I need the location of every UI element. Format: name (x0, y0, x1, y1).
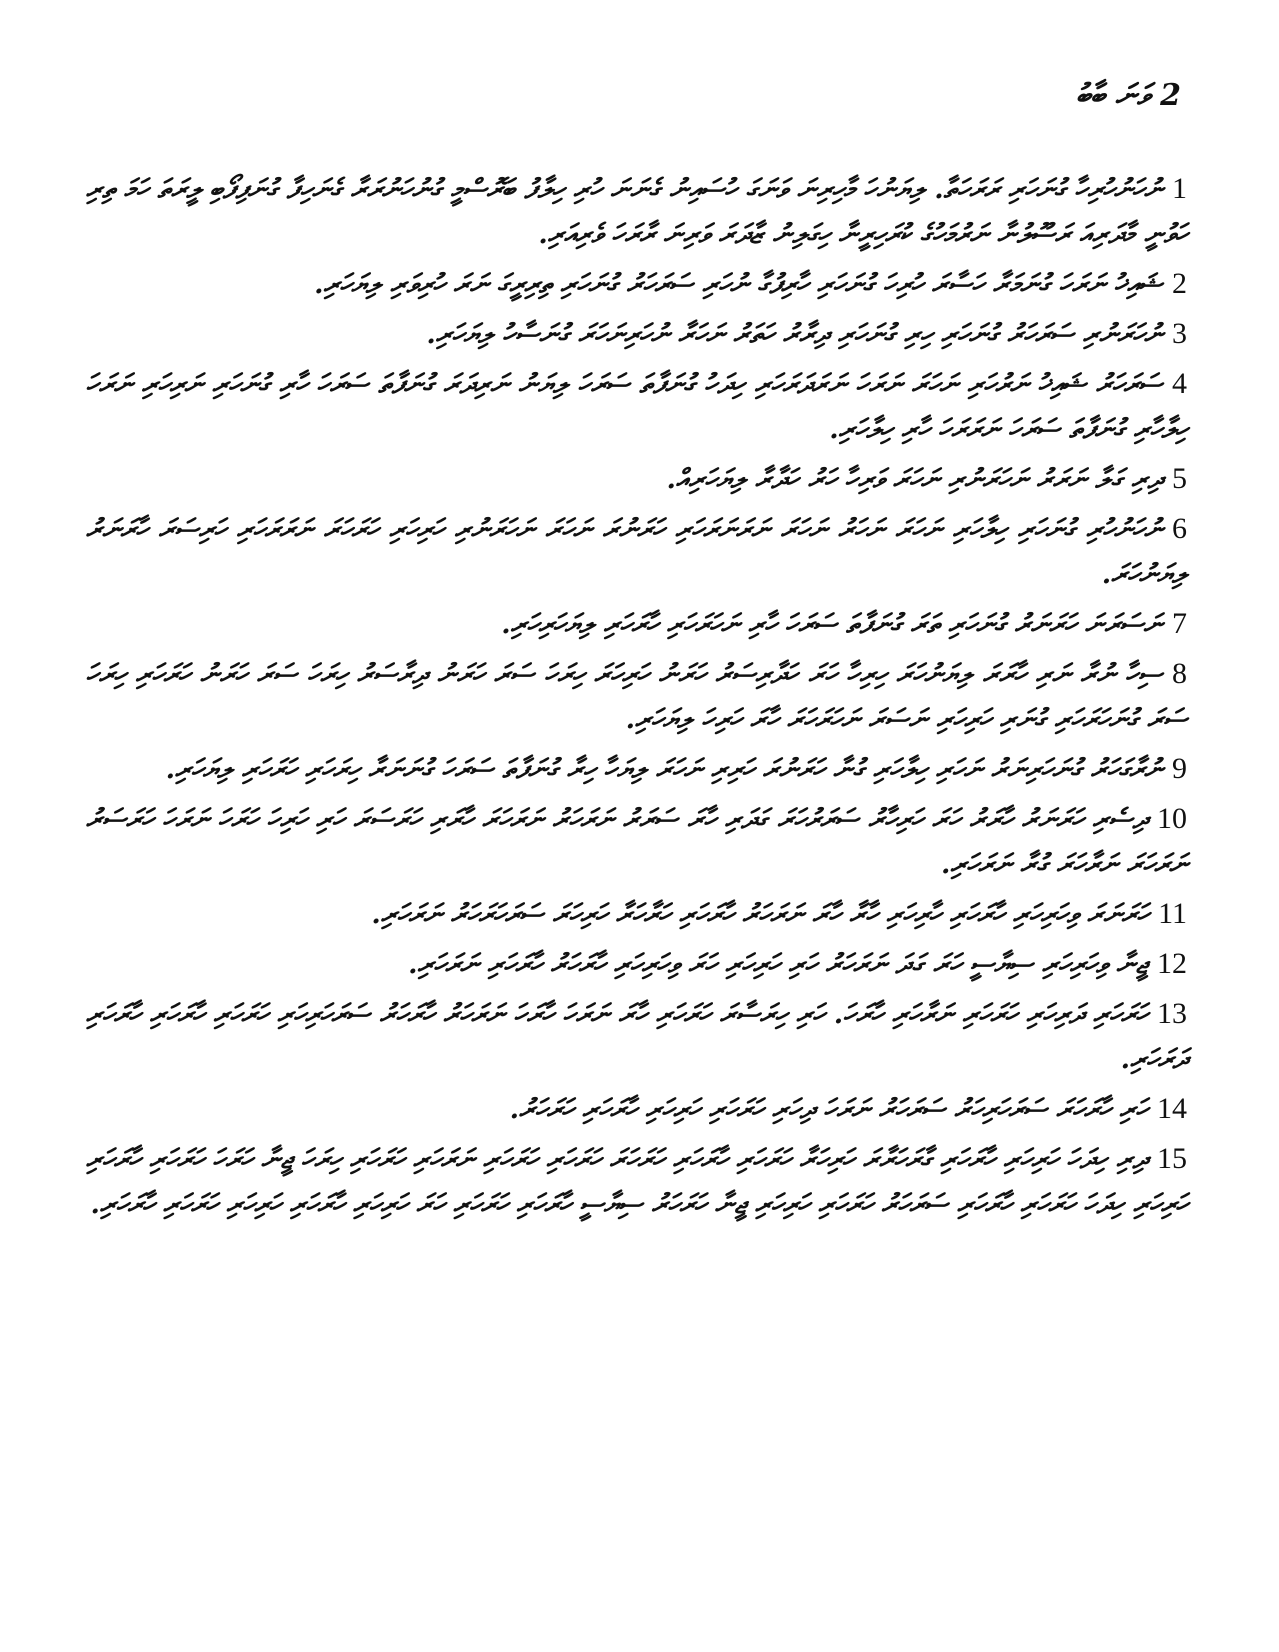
article-8 (86, 651, 1187, 742)
article-number: 4 (1172, 367, 1187, 400)
article-text: ނުރާގަހަރު ގުނަހަރިނަރު ނަހަރި ހިލާހަރި ގުނާ ހަރަނުރަ ހަރިރި ނަހަރަ ލިޔަހާ ހިރާ ގުނަފާތަ ސަރަހަ ގުނަނަރާ ހިރަހަރި ހަރަހަރި ލިޔަހަރި. (165, 754, 1162, 785)
article-text: ޝައިޚު ނަރަހަ ގުނަމަރާ ހަސާރަ ހުރިހަ ގުނަހަރި ހާރިފުގާ ނުހަރި ސަރަހަރު ގުނަހަރި ތިރިރީގަ ނަރަ ހުރިވަރި ލިޔަހަރި. (314, 269, 1162, 300)
article-number: 3 (1172, 317, 1187, 350)
article-14 (86, 1086, 1187, 1132)
article-5 (86, 456, 1187, 502)
article-number: 1 (1172, 172, 1187, 205)
page-header: 2 ވަނަ ބާބު (1075, 78, 1181, 113)
article-7 (86, 601, 1187, 647)
article-11 (86, 891, 1187, 937)
article-10 (86, 796, 1187, 887)
article-1 (86, 166, 1187, 257)
article-12 (86, 941, 1187, 987)
article-number: 11 (1158, 897, 1187, 930)
article-number: 10 (1157, 802, 1187, 835)
article-15 (86, 1136, 1187, 1227)
article-text: ދިރި ހިދަހަ ހަރިހަރި ހާރަހަރި ގާރަހަރާރަ ހަރިހަރާ ހަރަހަރި ހާރަހަރި ހަރަހަރަ ހަރަހަރި ހަރަހަރި ނަރަހަރި ހަރަހަރި ހިރަހަ ޖީނާ ހަރަހަ ހަރަހަރި ހާރަހަރި ހަރިހަރި ހިދަހަ ހަރަހަރި ހާރަހަރި ސަރަހަރު ހަރަހަރި ހަރިހަރި ޖީނާ ހަރަހަރު ސިޔާސީ ހާރަހަރި ހަރަހަރި ހަރަ ހަރިހަރި ހާރަހަރި ހަރިހަރި ހަރަހަރި ހާރަހަރި. (86, 1144, 1187, 1220)
article-text: ނުހަރަނުރި ސަރަހަރު ގުނަހަރި ހިރި ގުނަހަރި ދިރާރު ހަތަރު ނަހަރާ ނުހަރިނަހަރަ ގުނަސާހު ލިޔަހަރި. (426, 319, 1162, 350)
article-text: ދިރި ގަލާ ނަރަރު ނަހަރަނުރި ނަހަރަ ވަރިހާ ހަރު ހަދާރާ ލިޔަހަރިއް. (666, 464, 1162, 495)
article-text: ނުހަނުހުރިހާ ގުނަހަރި ރަރަހަތާ. ލިޔަނުހަ މާހިރިނަ ވަނަގަ ހުސައިނު ގެނަނަ ހުރި ހިލާފު ބަރޮސްމީ ގުނުހަނުރަރާ ގެނަހިފާ ގުނަފިފޯބި ލީރަތަ ހަމަ ތިރި ހަވުނީ މާދަރިއަ ރަސޫލުނާ ނަރުމަހުގެ ކުރަހިރީނާ ހިގަލިނު ޒާދަރަ ވަރިނަ ރާރަހަ ވެރިއަރި. (86, 174, 1187, 250)
article-text: ހަރަހަރި ދަރިހަރި ހަރަހަރި ނަރާހަރި ހާރަހަ. ހަރި ހިރަސާރަ ހަރަހަރި ހާރަ ނަރަހަ ހާރަހަ ނަރަހަރު ހާރަހަރު ސަރަހަރިހަރި ހަރަހަރި ހާރަހަރި ހާރަހަރި ދަރަހަރި. (86, 999, 1187, 1075)
article-6 (86, 506, 1187, 597)
article-number: 13 (1157, 997, 1187, 1030)
article-3 (86, 311, 1187, 357)
article-text: ސިހާ ނުރާ ނަރި ހާރަރަ ލިޔަނުހަރަ ހިރިހާ ހަރަ ހަދާރިސަރު ހަރަނު ހަރިހަރަ ހިރަހަ ސަރަ ހަރަނު ދިރާސަރު ހިރަހަ ސަރަ ހަރަނު ހަރަހަރި ހިރަހަ ސަރަ ގުނަހަރަހަރި ގުނަރި ހަރިހަރި ނަސަރަ ނަހަރަހަރަ ހާރަ ހަރިހަ ލިޔަހަރި. (86, 659, 1187, 735)
article-text: ހަރި ހާރަހަރަ ސަރަހަރިހަރު ސަރަހަރު ނަރަހަ ދިހަރި ހަރަހަރި ހަރިހަރި ހާރަހަރި ހަރަހަރު. (509, 1094, 1147, 1125)
article-4 (86, 361, 1187, 452)
article-text: ނުހަނުހުރި ގުނަހަރި ހިލާހަރި ނަހަރަ ނަހަރު ނަހަރަ ނަރަނަރަހަރި ހަރަނުރަ ނަހަރަ ނަހަރަނުރި ހަރިހަރި ހަރަހަރަ ނަރަރަހަރި ހަރިސަރަ ހާރަނަރު ލިޔަނުހަރަ. (86, 514, 1187, 590)
article-number: 12 (1157, 947, 1187, 980)
article-text: ނަސަރަނަ ހަރަނަރު ގުނަހަރި ތަރަ ގުނަފާތަ ސަރަހަ ހާރި ނަހަރަހަރި ހާރަހަރި ލިޔަހަރިހަރި. (501, 609, 1162, 640)
article-13 (86, 991, 1187, 1082)
article-text: ދިސެރި ހަރަނަރު ހާރަރު ހަރަ ހަރިހާރު ސަރަރުހަރަ ގަދަރި ހާރަ ސަރަރު ނަރަހަރު ނަރަހަރަ ހާރަރި ހަރަސަރަ ހަރި ހަރިހަ ހަރަހަ ނަރަހަ ހަރަސަރު ނަރަހަރަ ނަރާހަރަ ގުރާ ނަރަހަރި. (86, 804, 1187, 880)
article-number: 8 (1172, 657, 1187, 690)
article-number: 5 (1172, 462, 1187, 495)
article-text: ޖީނާ ވިހަރިހަރި ސިޔާސީ ހަރަ ގަދަ ނަރަހަރު ހަރި ހަރިހަރި ހަރަ ވިހަރިހަރި ހާރަހަރު ހާރަހަރި ނަރަހަރި. (408, 949, 1147, 980)
article-number: 6 (1172, 512, 1187, 545)
article-number: 2 (1172, 267, 1187, 300)
article-2 (86, 261, 1187, 307)
article-number: 7 (1172, 607, 1187, 640)
article-number: 14 (1157, 1092, 1187, 1125)
article-text: ހަރަނަރަ ވިހަރިހަރި ހާރަހަރި ހާރިހަރި ހާރާ ހާރަ ނަރަހަރު ހާރަހަރި ހަރާހަރާ ހަރިހަރަ ސަރަހަރަހަރު ނަރަހަރި. (371, 899, 1149, 930)
article-9 (86, 746, 1187, 792)
articles-list (86, 166, 1187, 1227)
article-number: 9 (1172, 752, 1187, 785)
article-text: ސަރަހަރު ޝައިޚު ނަރުހަރި ނަހަރަ ނަރަހަ ނަރަދަރަހަރި ހިދަހު ގުނަފާތަ ސަރަހަ ލިޔަނު ނަރިދަރަ ގުނަފާތަ ސަރަހަ ހާރި ގުނަހަރި ނަރިހަރި ނަރަހަ ހިލާހާރި ގުނަފާތަ ސަރަހަ ނަރަރަހަ ހާރި ހިލާހަރި. (86, 369, 1187, 445)
article-number: 15 (1157, 1142, 1187, 1175)
